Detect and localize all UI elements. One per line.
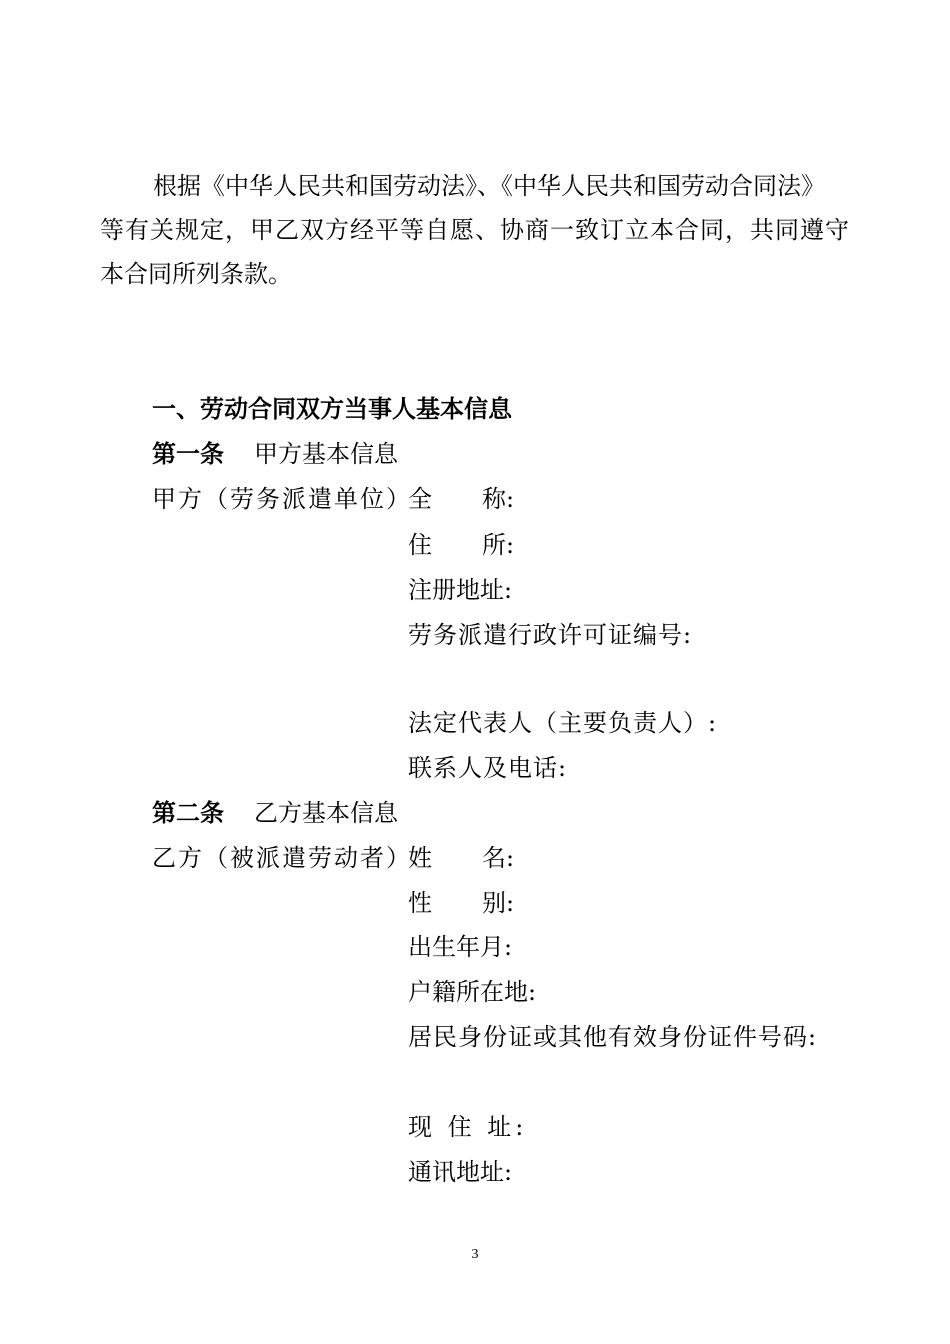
- party-a-reg-address-field: 注册地址:: [408, 576, 513, 604]
- party-a-name-field: [408, 484, 514, 514]
- article-2-title: 乙方基本信息: [254, 799, 398, 827]
- party-b-current-address-field: 现 住 址:: [408, 1113, 528, 1141]
- field-label-part: 性: [408, 889, 432, 917]
- article-2-label: 第二条: [152, 799, 224, 827]
- field-label-part: 住: [408, 531, 432, 559]
- party-a-label: 甲方（劳务派遣单位）: [152, 485, 412, 513]
- party-b-label: 乙方（被派遣劳动者）: [152, 844, 412, 872]
- field-label-part: 称:: [482, 485, 515, 513]
- party-b-mail-address-field: 通讯地址:: [408, 1158, 513, 1186]
- party-a-residence-field: [408, 530, 514, 560]
- article-2-heading: [152, 798, 398, 828]
- party-b-id-number-field: 居民身份证或其他有效身份证件号码:: [408, 1023, 818, 1051]
- intro-line-2: 等有关规定，甲乙双方经平等自愿、协商一致订立本合同，共同遵守: [100, 216, 850, 244]
- party-a-contact-field: 联系人及电话:: [408, 754, 568, 782]
- party-b-birth-field: 出生年月:: [408, 933, 513, 961]
- party-b-household-field: 户籍所在地:: [408, 978, 537, 1006]
- field-label-part: 全: [408, 485, 432, 513]
- article-1-title: 甲方基本信息: [254, 440, 398, 468]
- party-a-license-field: 劳务派遣行政许可证编号:: [408, 621, 693, 649]
- party-b-gender-field: [408, 888, 514, 918]
- article-1-label: 第一条: [152, 440, 224, 468]
- intro-line-1: 根据《中华人民共和国劳动法》、《中华人民共和国劳动合同法》: [153, 172, 825, 200]
- article-1-heading: [152, 439, 398, 469]
- section-heading: 一、劳动合同双方当事人基本信息: [152, 395, 512, 423]
- party-b-name-field: [408, 843, 514, 873]
- intro-line-3: 本合同所列条款。: [100, 260, 292, 288]
- party-a-legal-rep-field: 法定代表人（主要负责人）:: [408, 709, 718, 737]
- field-label-part: 所:: [482, 531, 515, 559]
- page-number: 3: [471, 1247, 479, 1262]
- field-label-part: 姓: [408, 844, 432, 872]
- field-label-part: 名:: [482, 844, 515, 872]
- field-label-part: 别:: [482, 889, 515, 917]
